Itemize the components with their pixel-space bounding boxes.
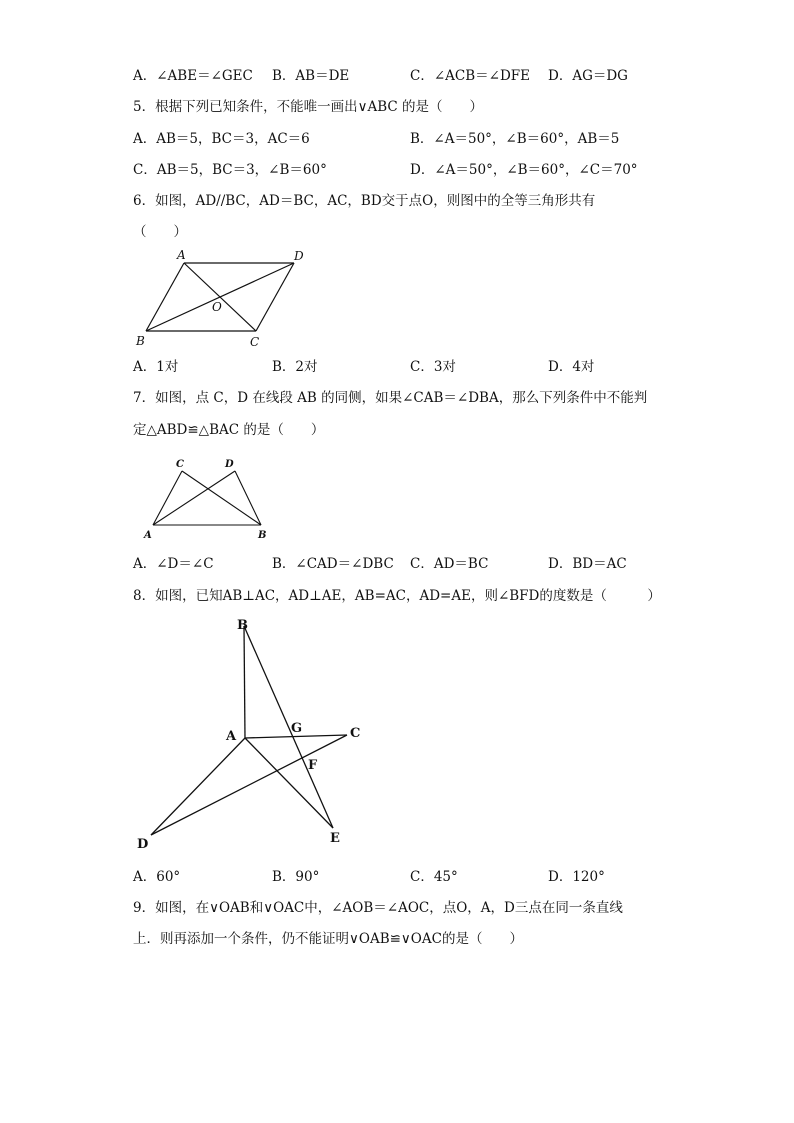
q8-segment-be [244, 626, 333, 828]
q5-option-a: A．AB＝5，BC＝3，AC＝6 [133, 131, 310, 147]
q8-option-d: D．120° [548, 869, 605, 885]
q4-option-b: B．AB＝DE [272, 68, 350, 84]
q7-option-d: D．BD＝AC [548, 556, 627, 572]
q8-label-a: A [226, 729, 237, 744]
q6-stem-line1: 6．如图，AD//BC，AD＝BC，AC，BD交于点O，则图中的全等三角形共有 [133, 193, 596, 209]
q6-option-d: D．4对 [548, 359, 595, 375]
q8-option-b: B．90° [272, 869, 320, 885]
q4-option-a: A．∠ABE＝∠GEC [133, 68, 253, 84]
q8-option-c: C．45° [410, 869, 458, 885]
q8-stem: 8．如图，已知AB⊥AC，AD⊥AE，AB=AC，AD=AE，则∠BFD的度数是（ ） [133, 588, 661, 604]
q8-label-d: D [137, 837, 149, 852]
q6-option-c: C．3对 [410, 359, 456, 375]
q7-label-a: A [144, 530, 152, 541]
q8-segment-ae [245, 738, 333, 828]
q6-segment-ab [146, 263, 184, 331]
q4-option-c: C．∠ACB＝∠DFE [410, 68, 530, 84]
q9-stem-line1: 9．如图，在∨OAB和∨OAC中，∠AOB＝∠AOC，点O，A，D三点在同一条直线 [133, 900, 623, 916]
q8-label-f: F [308, 758, 318, 773]
q8-option-a: A．60° [133, 869, 181, 885]
q6-segment-bd [146, 263, 294, 331]
q6-label-a: A [177, 248, 186, 262]
q6-label-d: D [294, 249, 304, 263]
q7-stem-line1: 7．如图，点 C，D 在线段 AB 的同侧，如果∠CAB＝∠DBA，那么下列条件中不能判 [133, 390, 648, 406]
q8-segment-dc [151, 735, 347, 835]
q7-option-a: A．∠D＝∠C [133, 556, 214, 572]
q7-option-c: C．AD＝BC [410, 556, 489, 572]
q7-label-c: C [176, 459, 184, 470]
q6-label-o: O [212, 300, 222, 314]
q6-stem-line2: （ ） [133, 224, 187, 240]
q6-label-b: B [136, 334, 145, 348]
q8-label-c: C [350, 726, 361, 741]
q8-label-g: G [291, 721, 303, 736]
q7-figure [140, 455, 275, 545]
q4-option-d: D．AG＝DG [548, 68, 628, 84]
q6-figure [130, 245, 320, 350]
q7-segment-ac [153, 471, 182, 525]
q5-option-b: B．∠A＝50°，∠B＝60°，AB＝5 [410, 131, 620, 147]
q7-option-b: B．∠CAD＝∠DBC [272, 556, 394, 572]
q6-label-c: C [250, 335, 260, 349]
q7-label-b: B [258, 530, 267, 541]
q7-stem-line2: 定△ABD≌△BAC 的是（ ） [133, 422, 325, 438]
q9-stem-line2: 上．则再添加一个条件，仍不能证明∨OAB≌∨OAC的是（ ） [133, 931, 523, 947]
q5-stem: 5．根据下列已知条件，不能唯一画出∨ABC 的是（ ） [133, 99, 484, 115]
q6-option-b: B．2对 [272, 359, 318, 375]
q8-label-e: E [330, 831, 340, 846]
q7-segment-db [235, 471, 261, 525]
q8-figure [130, 612, 375, 857]
q8-segment-ab [244, 626, 245, 738]
q6-option-a: A．1对 [133, 359, 179, 375]
q8-segment-ad [151, 738, 245, 835]
q5-option-d: D．∠A＝50°，∠B＝60°，∠C＝70° [410, 162, 638, 178]
q5-option-c: C．AB＝5，BC＝3，∠B＝60° [133, 162, 327, 178]
q7-label-d: D [225, 459, 234, 470]
q8-label-b: B [237, 618, 248, 633]
q6-segment-dc [256, 263, 294, 331]
